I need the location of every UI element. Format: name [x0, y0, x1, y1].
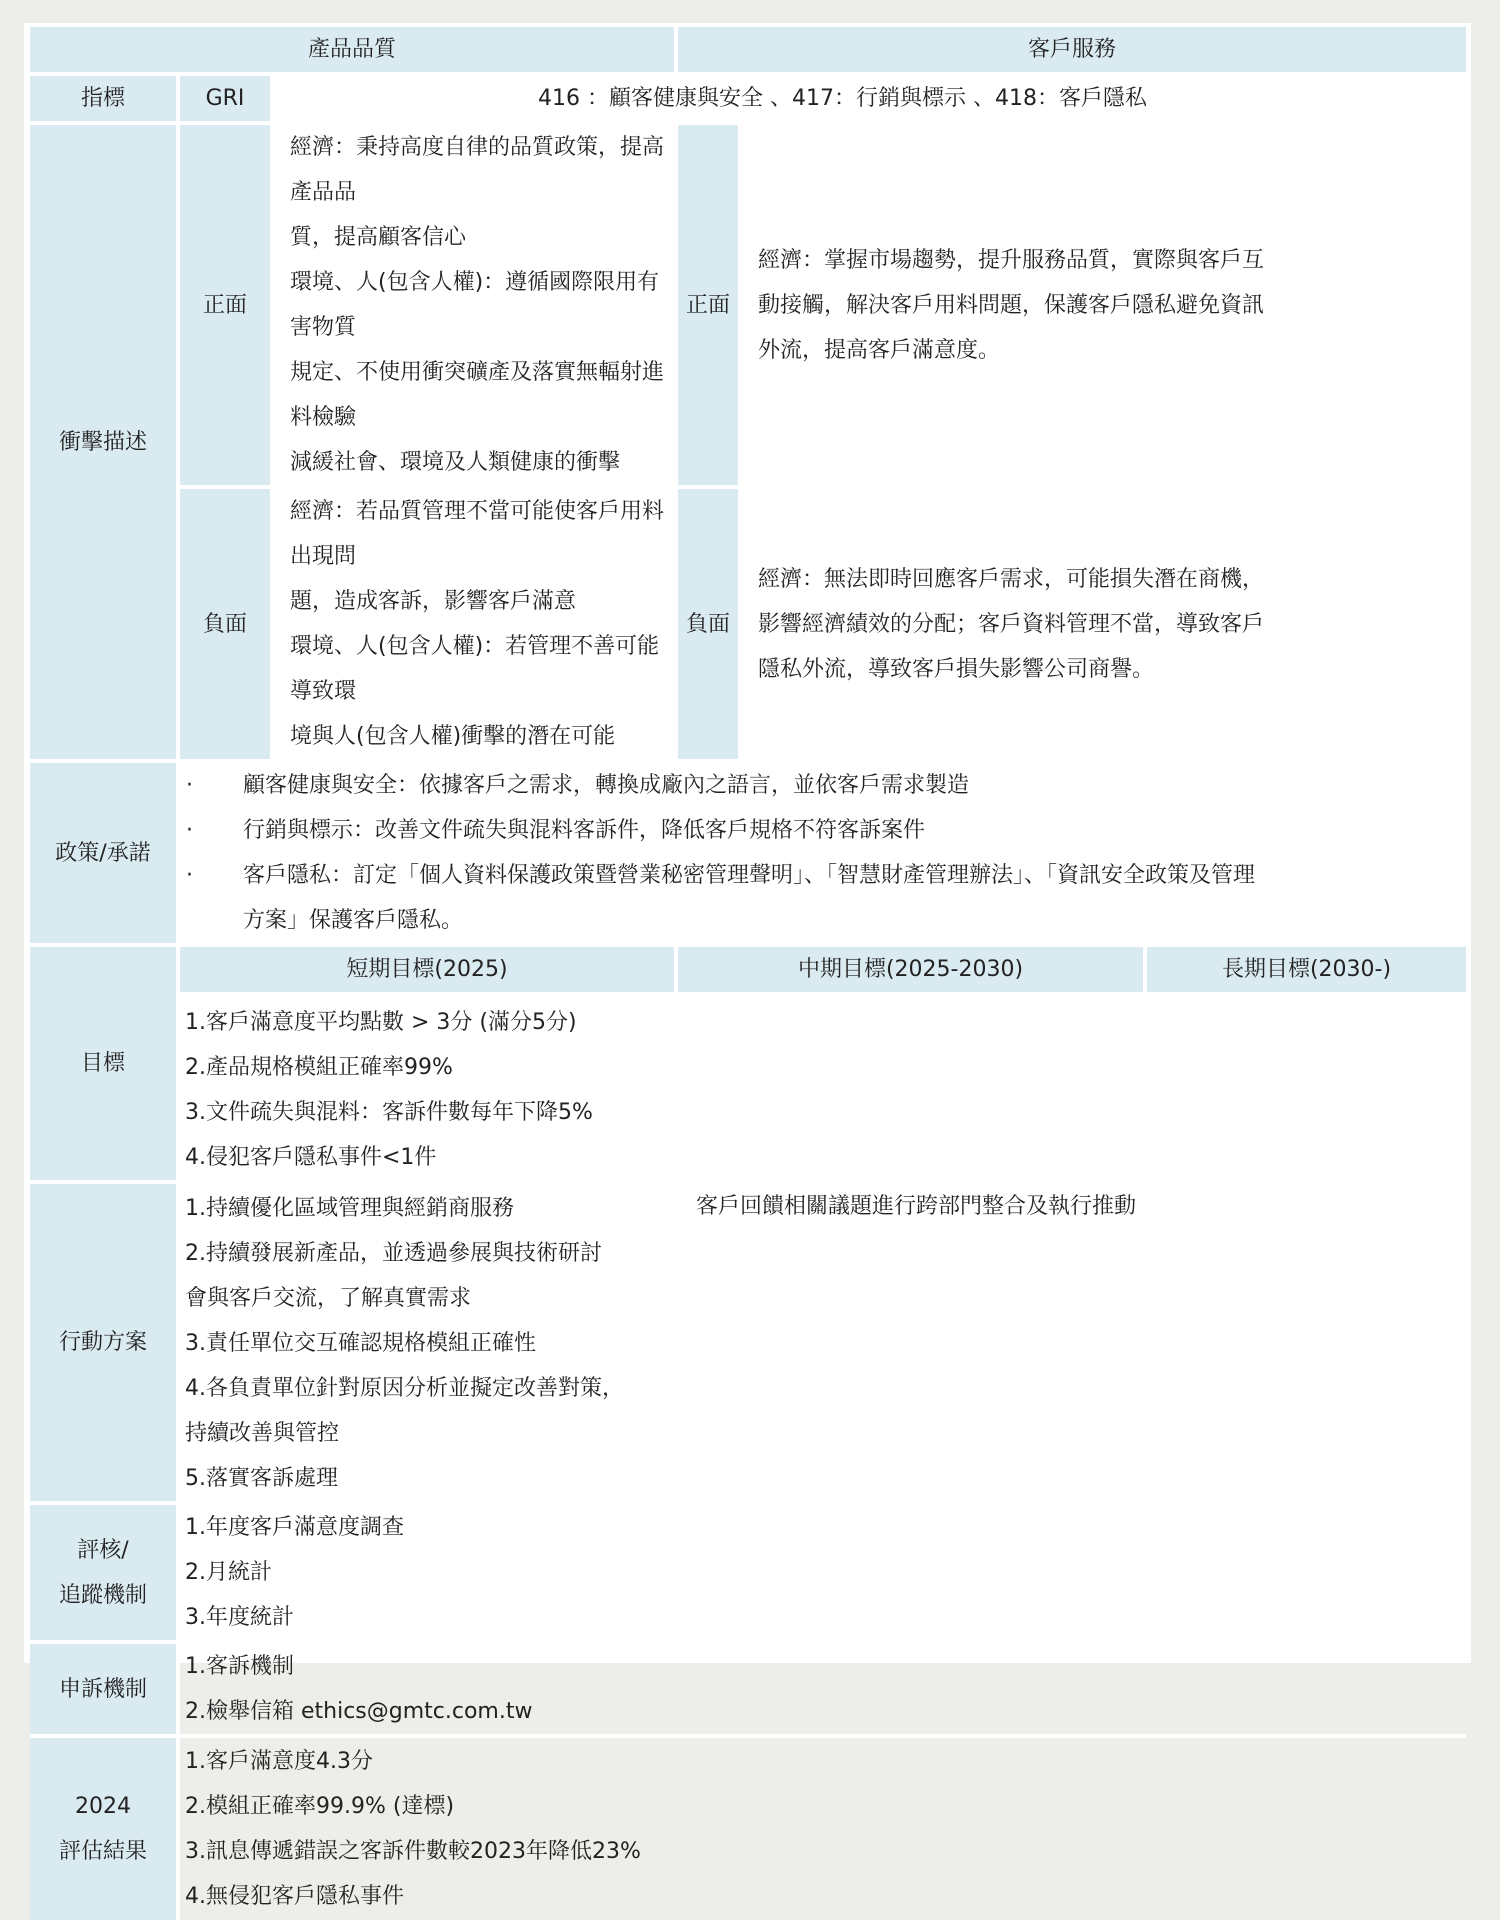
action-cs-text: 客戶回饋相關議題進行跨部門整合及執行推動 — [678, 1184, 1466, 1505]
results-list — [180, 1738, 1466, 1920]
pq-positive-line: 環境、人(包含人權)：遵循國際限用有害物質 — [290, 270, 660, 340]
policy-item — [180, 853, 1466, 943]
pq-negative-line: 經濟：若品質管理不當可能使客戶用料出現問 — [290, 499, 665, 569]
cs-positive-line: 經濟：掌握市場趨勢，提升服務品質，實際與客戶互 — [758, 247, 1265, 273]
review-item: 1.年度客戶滿意度調查 — [185, 1515, 404, 1540]
policy-label: 政策/承諾 — [30, 763, 180, 947]
pq-positive-line: 規定、不使用衝突礦產及落實無輻射進料檢驗 — [290, 360, 665, 430]
goal-mid-term-header: 中期目標(2025-2030) — [678, 947, 1147, 996]
review-label-line: 追蹤機制 — [58, 1582, 147, 1608]
goal-item: 1.客戶滿意度平均點數 > 3分 (滿分5分) — [185, 1010, 577, 1035]
goal-item: 3.文件疏失與混料：客訴件數每年下降5% — [185, 1100, 593, 1125]
pq-negative-line: 境與人(包含人權)衝擊的潛在可能 — [290, 724, 616, 749]
policy-list — [180, 763, 1466, 947]
appeal-item: 2.檢舉信箱 ethics@gmtc.com.tw — [185, 1699, 533, 1724]
goal-item: 2.產品規格模組正確率99% — [185, 1055, 453, 1080]
bullet-dot: · — [186, 818, 193, 843]
impact-label: 衝擊描述 — [30, 125, 180, 763]
gri-text — [274, 76, 1466, 125]
indicator-label: 指標 — [30, 76, 180, 125]
result-item: 1.客戶滿意度4.3分 — [185, 1749, 373, 1774]
goal-short-term-header: 短期目標(2025) — [180, 947, 678, 996]
header-product-quality: 產品品質 — [30, 27, 678, 76]
cs-negative-text — [742, 489, 1466, 763]
action-pq-list — [180, 1184, 678, 1505]
bullet-dot: · — [186, 773, 193, 798]
appeal-item: 1.客訴機制 — [185, 1654, 294, 1679]
pq-positive-line: 減緩社會、環境及人類健康的衝擊 — [290, 450, 621, 475]
policy-item-text: 行銷與標示：改善文件疏失與混料客訴件，降低客戶規格不符客訴案件 — [243, 818, 926, 843]
policy-item-line: 方案」保護客戶隱私。 — [243, 908, 464, 933]
cs-positive-text — [742, 125, 1466, 489]
cs-negative-line: 隱私外流，導致客戶損失影響公司商譽。 — [758, 656, 1155, 682]
review-label — [30, 1505, 180, 1644]
review-list — [180, 1505, 1466, 1644]
goal-item: 4.侵犯客戶隱私事件<1件 — [185, 1145, 437, 1170]
policy-item-text: 顧客健康與安全：依據客戶之需求，轉換成廠內之語言，並依客戶需求製造 — [243, 773, 970, 798]
bullet-dot: · — [186, 863, 193, 888]
cs-negative-line: 影響經濟績效的分配；客戶資料管理不當，導致客戶 — [758, 611, 1265, 637]
goals-label: 目標 — [30, 947, 180, 1184]
report-frame — [24, 23, 1471, 1909]
review-item: 2.月統計 — [185, 1560, 272, 1585]
results-label-line: 2024 — [75, 1794, 131, 1819]
pq-positive-text — [274, 125, 678, 489]
result-item: 3.訊息傳遞錯誤之客訴件數較2023年降低23% — [185, 1839, 641, 1864]
action-item: 5.落實客訴處理 — [185, 1466, 338, 1491]
cs-positive-label: 正面 — [678, 125, 742, 489]
review-item: 3.年度統計 — [185, 1605, 294, 1630]
pq-negative-line: 題，造成客訴，影響客戶滿意 — [290, 589, 577, 614]
gri-label: GRI — [180, 76, 274, 125]
policy-item — [180, 763, 1466, 808]
result-item: 4.無侵犯客戶隱私事件 — [185, 1884, 404, 1909]
goals-list — [180, 996, 1466, 1184]
action-label: 行動方案 — [30, 1184, 180, 1505]
action-item: 2.持續發展新產品，並透過參展與技術研討 — [185, 1241, 602, 1266]
pq-positive-line: 質，提高顧客信心 — [290, 225, 467, 250]
policy-item — [180, 808, 1466, 853]
action-item: 持續改善與管控 — [185, 1421, 340, 1446]
appeal-list — [180, 1644, 1466, 1738]
results-label-line: 評估結果 — [58, 1839, 147, 1864]
customer-matters-table — [30, 27, 1466, 1920]
pq-negative-line: 環境、人(包含人權)：若管理不善可能導致環 — [290, 634, 660, 704]
pq-negative-label: 負面 — [180, 489, 274, 763]
policy-item-text — [243, 853, 1466, 943]
pq-positive-label: 正面 — [180, 125, 274, 489]
pq-negative-text — [274, 489, 678, 763]
policy-item-line: 客戶隱私：訂定「個人資料保護政策暨營業秘密管理聲明」、「智慧財產管理辦法」、「資訊安全政策及管理 — [243, 863, 1256, 888]
results-label — [30, 1738, 180, 1920]
action-item: 會與客戶交流，了解真實需求 — [185, 1286, 472, 1311]
action-item: 4.各負責單位針對原因分析並擬定改善對策， — [185, 1376, 624, 1401]
cs-negative-label: 負面 — [678, 489, 742, 763]
cs-positive-line: 外流，提高客戶滿意度。 — [758, 337, 1001, 363]
review-label-line: 評核/ — [77, 1537, 129, 1563]
cs-positive-line: 動接觸，解決客戶用料問題，保護客戶隱私避免資訊 — [758, 292, 1265, 318]
pq-positive-line: 經濟：秉持高度自律的品質政策，提高產品品 — [290, 135, 665, 205]
appeal-label: 申訴機制 — [30, 1644, 180, 1738]
goal-long-term-header: 長期目標(2030-) — [1147, 947, 1466, 996]
action-item: 1.持續優化區域管理與經銷商服務 — [185, 1196, 514, 1221]
header-customer-service: 客戶服務 — [678, 27, 1466, 76]
action-item: 3.責任單位交互確認規格模組正確性 — [185, 1331, 536, 1356]
cs-negative-line: 經濟：無法即時回應客戶需求，可能損失潛在商機， — [758, 566, 1265, 592]
result-item: 2.模組正確率99.9% (達標) — [185, 1794, 455, 1819]
gri-text-value: 416 ：顧客健康與安全 、417：行銷與標示 、418：客戶隱私 — [538, 86, 1147, 111]
